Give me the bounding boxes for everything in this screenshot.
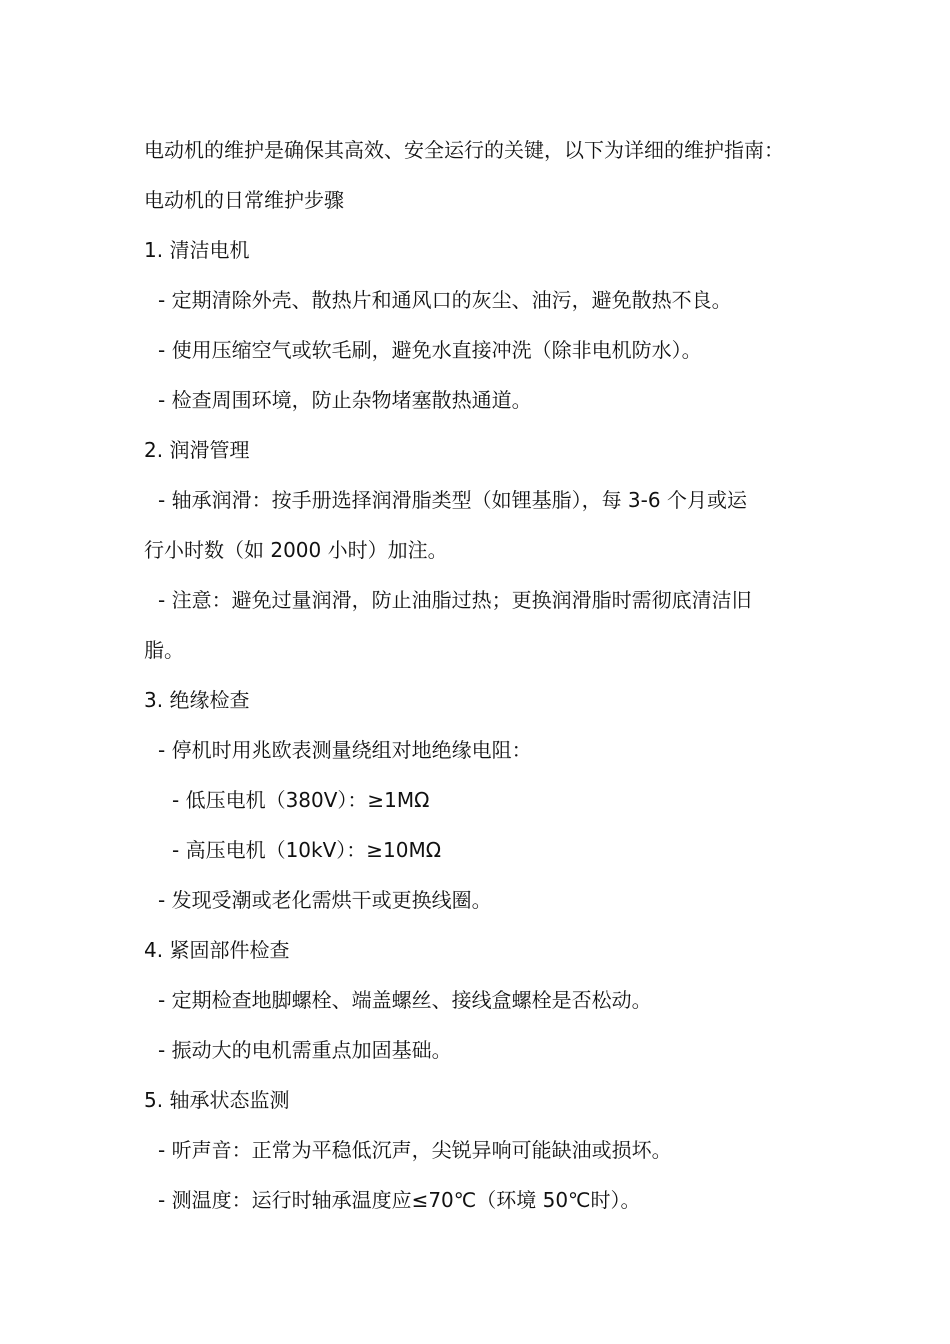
step-1-item-1: - 定期清除外壳、散热片和通风口的灰尘、油污，避免散热不良。 xyxy=(158,288,732,312)
step-5-title: 5. 轴承状态监测 xyxy=(144,1088,290,1112)
step-4-item-1: - 定期检查地脚螺栓、端盖螺丝、接线盒螺栓是否松动。 xyxy=(158,988,652,1012)
step-4-title: 4. 紧固部件检查 xyxy=(144,938,290,962)
step-1-item-2: - 使用压缩空气或软毛刷，避免水直接冲洗（除非电机防水）。 xyxy=(158,338,702,362)
step-2-item-2: - 注意：避免过量润滑，防止油脂过热；更换润滑脂时需彻底清洁旧 xyxy=(158,588,752,612)
step-1-title: 1. 清洁电机 xyxy=(144,238,250,262)
step-3-subitem-low-voltage: - 低压电机（380V）：≥1MΩ xyxy=(172,788,430,812)
step-2-title: 2. 润滑管理 xyxy=(144,438,250,462)
step-3-title: 3. 绝缘检查 xyxy=(144,688,250,712)
step-1-item-3: - 检查周围环境，防止杂物堵塞散热通道。 xyxy=(158,388,532,412)
step-4-item-2: - 振动大的电机需重点加固基础。 xyxy=(158,1038,452,1062)
step-3-item-1: - 停机时用兆欧表测量绕组对地绝缘电阻： xyxy=(158,738,532,762)
step-5-item-1: - 听声音：正常为平稳低沉声，尖锐异响可能缺油或损坏。 xyxy=(158,1138,672,1162)
step-2-item-1: - 轴承润滑：按手册选择润滑脂类型（如锂基脂），每 3-6 个月或运 xyxy=(158,488,747,512)
step-2-item-2-continued: 脂。 xyxy=(144,638,184,662)
section-heading: 电动机的日常维护步骤 xyxy=(144,188,344,212)
intro-paragraph: 电动机的维护是确保其高效、安全运行的关键，以下为详细的维护指南： xyxy=(144,138,784,162)
step-5-item-2: - 测温度：运行时轴承温度应≤70℃（环境 50℃时）。 xyxy=(158,1188,641,1212)
step-2-item-1-continued: 行小时数（如 2000 小时）加注。 xyxy=(144,538,448,562)
step-3-subitem-high-voltage: - 高压电机（10kV）：≥10MΩ xyxy=(172,838,442,862)
step-3-item-2: - 发现受潮或老化需烘干或更换线圈。 xyxy=(158,888,492,912)
document-body xyxy=(144,125,824,1225)
